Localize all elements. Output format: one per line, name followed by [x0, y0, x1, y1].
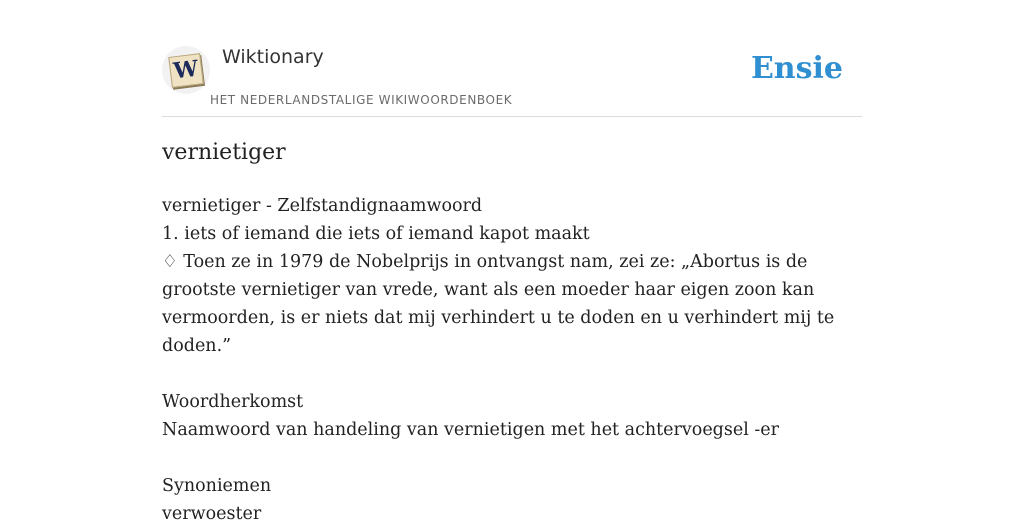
- site-name[interactable]: Wiktionary: [222, 46, 324, 68]
- synonym-item: verwoester: [162, 504, 262, 524]
- definition: 1. iets of iemand die iets of iemand kapot maakt: [162, 224, 590, 244]
- ensie-brand-logo[interactable]: Ensie: [750, 51, 843, 86]
- site-header: [162, 0, 862, 117]
- etymology-text: Naamwoord van handeling van vernietigen met het achtervoegsel -er: [162, 420, 780, 440]
- etymology-heading: Woordherkomst: [162, 392, 304, 412]
- entry-content: [162, 192, 862, 528]
- site-subtitle: HET NEDERLANDSTALIGE WIKIWOORDENBOEK: [210, 93, 513, 107]
- headword-line: vernietiger - Zelfstandignaamwoord: [162, 196, 483, 216]
- w-tile-icon: [168, 53, 204, 88]
- content-card: [162, 0, 862, 524]
- example-sentence: ♢ Toen ze in 1979 de Nobelprijs in ontvangst nam, zei ze: „Abortus is de grootste vernietiger van vrede, want als een moeder haar eigen zoon kan vermoorden, is er niets dat mij verhindert u te doden en u verhindert mij te doden.”: [162, 252, 835, 356]
- logo-letter: W: [172, 55, 200, 85]
- wiktionary-logo[interactable]: [162, 46, 210, 94]
- synonyms-heading: Synoniemen: [162, 476, 272, 496]
- spacer: [162, 444, 862, 472]
- page-title: vernietiger: [162, 140, 286, 165]
- spacer: [162, 360, 862, 388]
